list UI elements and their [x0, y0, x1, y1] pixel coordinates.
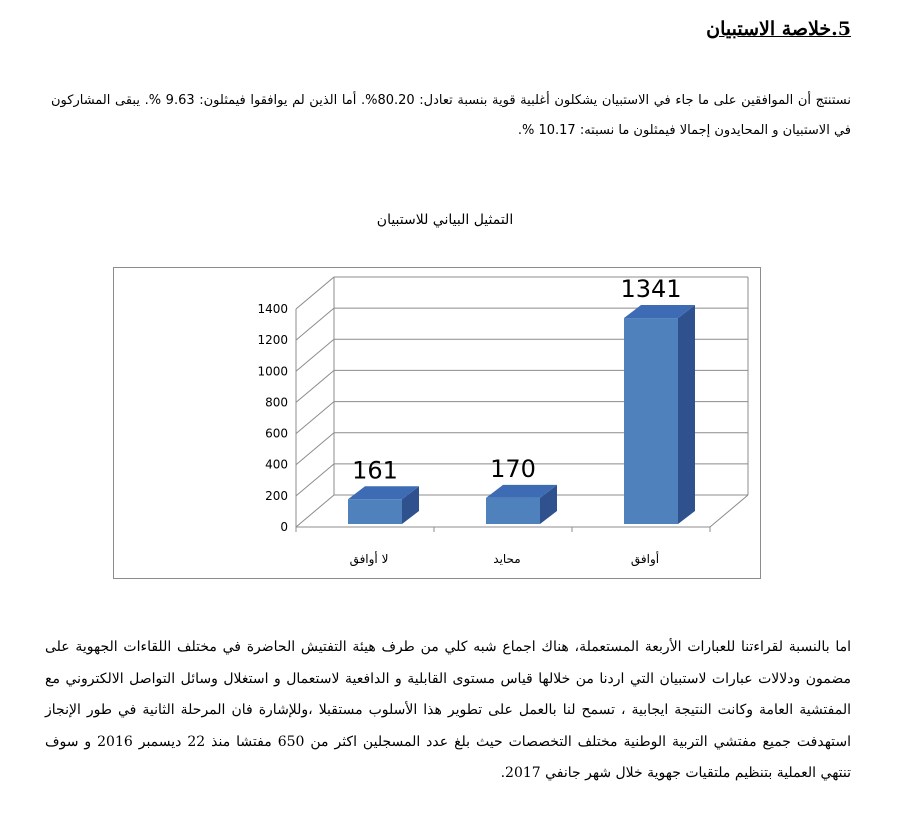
summary-paragraph: [51, 86, 851, 146]
gridline-side: [296, 433, 334, 465]
x-category-label: لا أوافق: [349, 552, 389, 566]
gridline-side: [296, 370, 334, 402]
bar-front: [348, 499, 402, 524]
y-tick-label: 200: [265, 488, 288, 503]
gridline-side: [296, 464, 334, 496]
x-category-label: محايد: [493, 552, 521, 566]
body-text: اما بالنسبة لقراءتنا للعبارات الأربعة المستعملة، هناك اجماع شبه كلي من طرف هيئة التفتيش الحاضرة في مختلف اللقاءات الجهوية على مضمون ودلالات عبارات لاستبيان التي اردنا من خلالها قياس مستوى القابلية و الدافعية لاستعمال و استغلال وسائل التواصل الالكتروني مع المفتشية العامة وكانت النتيجة ايجابية ، تسمح لنا بالعمل على تطوير هذا الأسلوب مستقبلا ،وللإشارة فان المرحلة الثانية في طور الإنجاز استهدفت جميع مفتشي التربية الوطنية مختلف التخصصات حيث بلغ عدد المسجلين اكثر من 650 مفتشا منذ 22 ديسمبر 2016 و سوف تنتهي العملية بتنظيم ملتقيات جهوية خلال شهر جانفي 2017.: [45, 639, 852, 781]
x-category-label: أوافق: [630, 552, 660, 566]
gridline-side: [296, 495, 334, 527]
section-heading: 5.خلاصة الاستبيان: [706, 18, 851, 40]
bar-data-label: 1341: [620, 275, 682, 304]
y-axis: [257, 302, 288, 534]
body-paragraph: [45, 632, 851, 790]
bar: [624, 305, 695, 524]
bar-front: [486, 498, 540, 524]
y-tick-label: 1400: [257, 302, 288, 316]
bar-side: [678, 305, 695, 524]
y-tick-label: 600: [265, 426, 288, 441]
gridline-side: [296, 308, 334, 340]
bar-chart: [113, 267, 761, 579]
y-tick-label: 800: [265, 395, 288, 410]
y-tick-label: 400: [265, 457, 288, 472]
gridline-side: [296, 402, 334, 434]
bar-front: [624, 318, 678, 524]
y-tick-label: 1000: [257, 364, 288, 379]
summary-text: نستنتج أن الموافقين على ما جاء في الاستبيان يشكلون أغلبية قوية بنسبة تعادل: 80.20%. أما الذين لم يوافقوا فيمثلون: 9.63 %. يبقى المشاركون في الاستبيان و المحايدون إجمالا فيمثلون ما نسبته: 10.17 %.: [51, 93, 851, 138]
chart-title: التمثيل البياني للاستبيان: [376, 212, 514, 228]
y-tick-label: 1200: [257, 333, 288, 348]
bar-data-label: 170: [490, 454, 536, 483]
gridline-side: [296, 277, 334, 309]
floor-edge: [710, 495, 748, 527]
gridline-side: [296, 339, 334, 371]
chart-bars: [348, 305, 695, 524]
bar-data-label: 161: [352, 456, 398, 485]
bar: [486, 485, 557, 524]
y-tick-label: 0: [280, 520, 288, 534]
bar: [348, 486, 419, 524]
